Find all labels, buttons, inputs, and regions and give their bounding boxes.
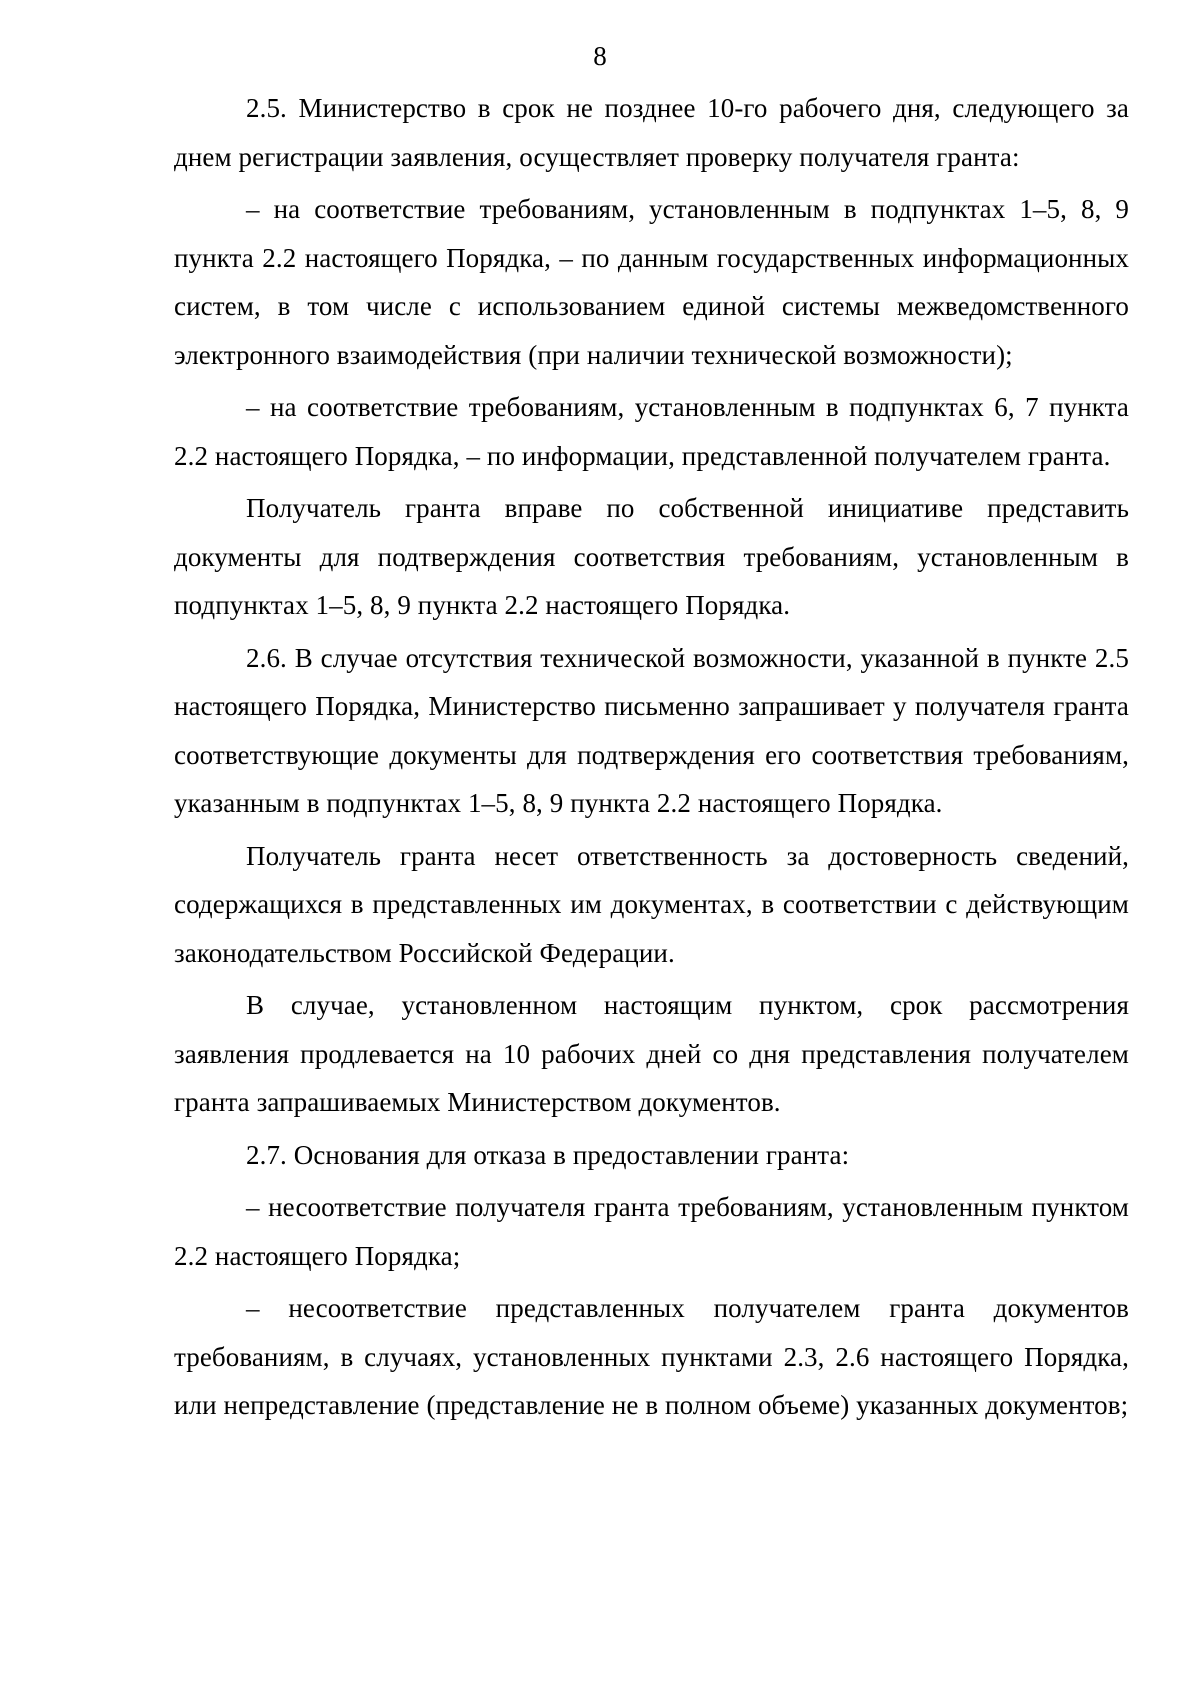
paragraph-2-6: 2.6. В случае отсутствия технической возможности, указанной в пункте 2.5 настоящего Порядка, Министерство письменно запрашивает у получателя гранта соответствующие документы для подтверждения его соответствия требованиям, указанным в подпунктах 1–5, 8, 9 пункта 2.2 настоящего Порядка. (174, 642, 1129, 818)
paragraph-own-initiative: Получатель гранта вправе по собственной инициативе представить документы для подтверждения соответствия требованиям, установленным в подпунктах 1–5, 8, 9 пункта 2.2 настоящего Порядка. (174, 493, 1129, 620)
paragraph-check-item-2: – на соответствие требованиям, установленным в подпунктах 6, 7 пункта 2.2 настоящего Порядка, – по информации, представленной получателем гранта. (174, 392, 1129, 471)
paragraph-check-item-1: – на соответствие требованиям, установленным в подпунктах 1–5, 8, 9 пункта 2.2 настоящего Порядка, – по данным государственных информационных систем, в том числе с использованием единой системы межведомственного электронного взаимодействия (при наличии технической возможности); (174, 194, 1129, 370)
paragraph-refusal-item-1: – несоответствие получателя гранта требованиям, установленным пунктом 2.2 настоящего Порядка; (174, 1192, 1129, 1271)
page-number: 8 (593, 41, 607, 71)
paragraph-2-7: 2.7. Основания для отказа в предоставлении гранта: (246, 1139, 850, 1170)
document-body (174, 84, 1129, 1434)
paragraph-responsibility: Получатель гранта несет ответственность за достоверность сведений, содержащихся в представленных им документах, в соответствии с действующим законодательством Российской Федерации. (174, 840, 1129, 968)
paragraph-extension: В случае, установленном настоящим пунктом, срок рассмотрения заявления продлевается на 10 рабочих дней со дня представления получателем гранта запрашиваемых Министерством документов. (174, 990, 1129, 1117)
paragraph-2-5: 2.5. Министерство в срок не позднее 10-го рабочего дня, следующего за днем регистрации заявления, осуществляет проверку получателя гранта: (174, 93, 1129, 172)
paragraph-refusal-item-2: – несоответствие представленных получателем гранта документов требованиям, в случаях, установленных пунктами 2.3, 2.6 настоящего Порядка, или непредставление (представление не в полном объеме) указанных документов; (174, 1293, 1129, 1420)
